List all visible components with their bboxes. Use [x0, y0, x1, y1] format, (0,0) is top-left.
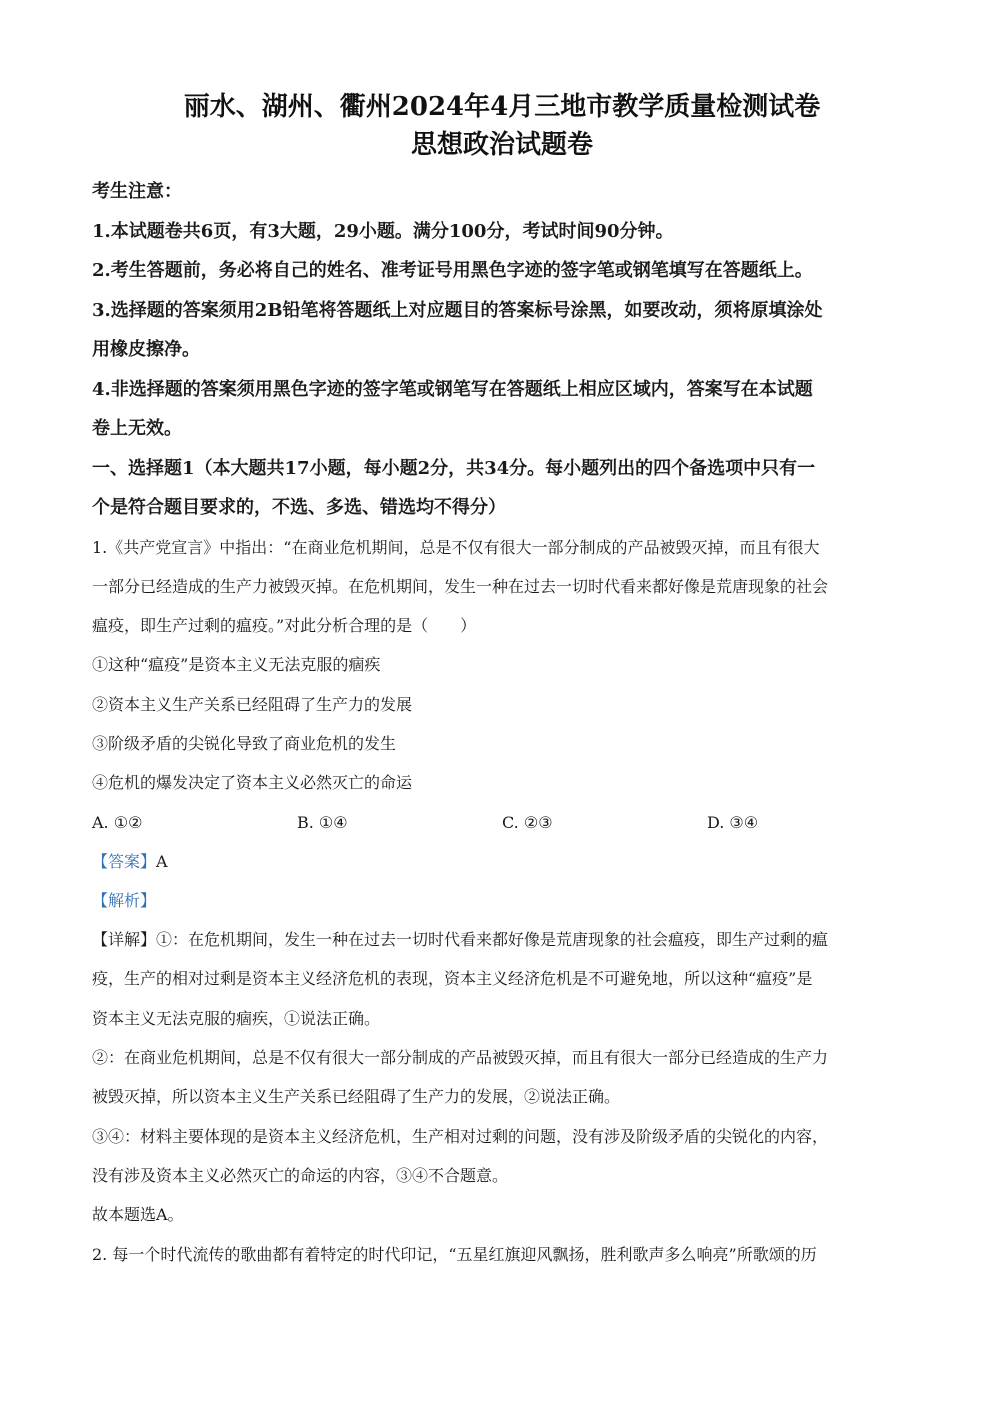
notice-item: 卷上无效。 [92, 418, 182, 439]
option-c: C. ②③ [502, 812, 553, 832]
statement-item: ④危机的爆发决定了资本主义必然灭亡的命运 [92, 773, 413, 793]
analysis-text-line: 资本主义无法克服的痼疾，①说法正确。 [92, 1008, 381, 1028]
analysis-text-line: ②：在商业危机期间，总是不仅有很大一部分制成的产品被毁灭掉，而且有很大一部分已经造成的生产力 [92, 1048, 829, 1068]
analysis-tag: 【解析】 [92, 890, 157, 910]
section-heading-line: 一、选择题1（本大题共17小题，每小题2分，共34分。每小题列出的四个备选项中只有一 [92, 457, 816, 479]
answer-line [92, 842, 912, 881]
answer-tag: 【答案】 [92, 851, 157, 871]
statement-item: ②资本主义生产关系已经阻碍了生产力的发展 [92, 694, 413, 714]
notice-item: 4.非选择题的答案须用黑色字迹的签字笔或钢笔写在答题纸上相应区域内，答案写在本试题 [92, 378, 813, 400]
notice-item: 2.考生答题前，务必将自己的姓名、准考证号用黑色字迹的签字笔或钢笔填写在答题纸上。 [92, 260, 813, 281]
exam-page [92, 88, 912, 1274]
option-d: D. ③④ [707, 812, 759, 832]
analysis-text-line: 被毁灭掉，所以资本主义生产关系已经阻碍了生产力的发展，②说法正确。 [92, 1087, 621, 1107]
section-heading-line: 个是符合题目要求的，不选、多选、错选均不得分） [92, 497, 506, 518]
question-2-stem-line: 2. 每一个时代流传的歌曲都有着特定的时代印记，“五星红旗迎风飘扬，胜利歌声多么响亮”所歌颂的历 [92, 1244, 817, 1264]
notice-item: 用橡皮擦净。 [92, 339, 200, 360]
question-1 [92, 528, 912, 1274]
question-stem-line: 瘟疫，即生产过剩的瘟疫。”对此分析合理的是（ ） [92, 616, 477, 636]
notice-item: 1.本试题卷共6页，有3大题，29小题。满分100分，考试时间90分钟。 [92, 220, 674, 242]
page-subtitle: 思想政治试题卷 [410, 130, 593, 160]
notice-item: 3.选择题的答案须用2B铅笔将答题纸上对应题目的答案标号涂黑，如要改动，须将原填涂处 [92, 299, 823, 321]
analysis-text-line: ③④：材料主要体现的是资本主义经济危机，生产相对过剩的问题，没有涉及阶级矛盾的尖锐化的内容， [92, 1126, 829, 1146]
question-stem-line: 一部分已经造成的生产力被毁灭掉。在危机期间，发生一种在过去一切时代看来都好像是荒唐现象的社会 [92, 576, 829, 596]
answer-options [92, 803, 912, 842]
section-heading [92, 449, 912, 528]
analysis-text-line: 疫，生产的相对过剩是资本主义经济危机的表现，资本主义经济危机是不可避免地，所以这种“瘟疫”是 [92, 969, 813, 989]
page-title: 丽水、湖州、衢州2024年4月三地市教学质量检测试卷 [183, 92, 821, 122]
analysis-text-line: 【详解】①：在危机期间，发生一种在过去一切时代看来都好像是荒唐现象的社会瘟疫，即生产过剩的瘟 [92, 930, 829, 950]
analysis-text-line: 故本题选A。 [92, 1205, 184, 1225]
notice-heading: 考生注意： [92, 181, 182, 202]
option-a: A. ①② [92, 812, 143, 832]
analysis-line [92, 881, 912, 920]
answer-value: A [156, 851, 168, 871]
statement-item: ①这种“瘟疫”是资本主义无法克服的痼疾 [92, 655, 381, 675]
option-b: B. ①④ [297, 812, 348, 832]
question-stem-line: 1.《共产党宣言》中指出：“在商业危机期间，总是不仅有很大一部分制成的产品被毁灭掉，而且有很大 [92, 537, 820, 557]
statement-item: ③阶级矛盾的尖锐化导致了商业危机的发生 [92, 733, 397, 753]
analysis-text-line: 没有涉及资本主义必然灭亡的命运的内容，③④不合题意。 [92, 1165, 509, 1185]
exam-notice [92, 172, 912, 449]
